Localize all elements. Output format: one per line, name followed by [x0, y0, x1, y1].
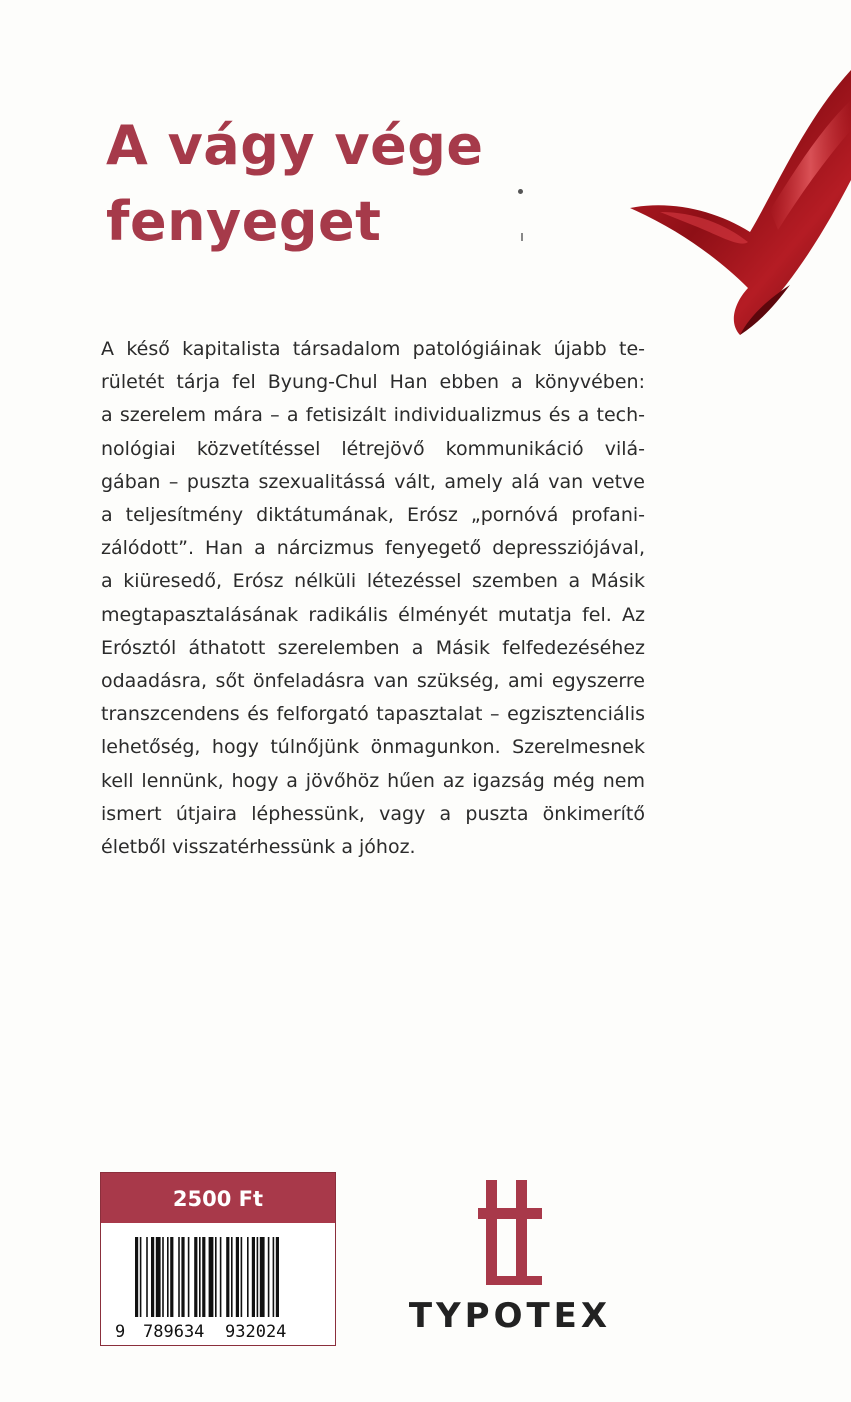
blurb-line: életből visszatérhessünk a jóhoz.	[101, 836, 416, 859]
blurb-line: ismert útjaira léphessünk, vagy a puszta önkimerítő	[101, 802, 645, 825]
barcode-bar	[194, 1237, 197, 1317]
publisher-logo	[390, 1180, 630, 1340]
barcode-bar	[135, 1237, 138, 1317]
barcode-bar	[199, 1237, 201, 1317]
barcode-bar	[226, 1237, 229, 1317]
title-line-2: fenyeget	[106, 190, 382, 253]
barcode-bar	[231, 1237, 233, 1317]
barcode-bar	[276, 1237, 279, 1317]
barcode-bar	[241, 1237, 243, 1317]
barcode-bar	[156, 1237, 161, 1317]
red-silk-ribbon-image	[600, 60, 851, 350]
barcode-bar	[260, 1237, 265, 1317]
blurb-line: a teljesítmény diktátumának, Erósz „pornóvá profani-	[101, 504, 645, 527]
blurb-line: odaadásra, sőt önfeladásra van szükség, ami egyszerre	[101, 670, 645, 693]
barcode-bar	[247, 1237, 249, 1317]
barcode-bar	[252, 1237, 255, 1317]
blurb-line: gában – puszta szexualitássá vált, amely alá van vetve	[101, 470, 645, 493]
barcode-bar	[170, 1237, 173, 1317]
barcode-bar	[220, 1237, 222, 1317]
barcode-bar	[162, 1237, 164, 1317]
typotex-tt-logo-icon	[478, 1180, 542, 1285]
barcode-digit-group-2: 789634	[143, 1322, 205, 1342]
barcode-bar	[151, 1237, 154, 1317]
blurb-line: a szerelem mára – a fetisizált individualizmus és a tech-	[101, 404, 645, 427]
barcode-digit-group-1: 9	[115, 1322, 126, 1342]
blurb-line: megtapasztalásának radikális élményét mutatja fel. Az	[101, 603, 645, 626]
blurb-line: nológiai közvetítéssel létrejövő kommunikáció vilá-	[101, 437, 645, 460]
blurb-line: rületét tárja fel Byung-Chul Han ebben a könyvében:	[101, 371, 645, 394]
blurb-line: a kiüresedő, Erósz nélküli létezéssel szemben a Másik	[101, 570, 645, 593]
publisher-name: TYPOTEX	[408, 1296, 612, 1336]
blurb-line: zálódott”. Han a nárcizmus fenyegető depressziójával,	[101, 537, 645, 560]
blurb-line: lehetőség, hogy túlnőjünk önmagunkon. Szerelmesnek	[101, 736, 645, 759]
isbn-barcode	[101, 1233, 335, 1343]
blurb-line: kell lennünk, hogy a jövőhöz hűen az igazság még nem	[101, 769, 645, 792]
book-title	[106, 108, 484, 260]
barcode-bar	[257, 1237, 259, 1317]
barcode-digit-group-3: 932024	[225, 1322, 287, 1342]
barcode-bar	[140, 1237, 142, 1317]
barcode-bar	[202, 1237, 205, 1317]
price-barcode-box	[100, 1172, 336, 1346]
barcode-bar	[273, 1237, 275, 1317]
blurb-text	[101, 333, 645, 864]
barcode-bar	[236, 1237, 239, 1317]
barcode-bar	[178, 1237, 180, 1317]
barcode-bar	[181, 1237, 184, 1317]
print-speck	[518, 189, 523, 194]
blurb-line: transzcendens és felforgató tapasztalat – egzisztenciális	[101, 703, 645, 726]
price-label: 2500 Ft	[101, 1173, 335, 1223]
barcode-bar	[268, 1237, 270, 1317]
blurb-line: A késő kapitalista társadalom patológiáinak újabb te-	[101, 338, 645, 360]
barcode-bar	[146, 1237, 148, 1317]
barcode-bar	[215, 1237, 217, 1317]
barcode-bars	[135, 1237, 279, 1317]
barcode-bar	[167, 1237, 169, 1317]
blurb-line: Erósztól áthatott szerelemben a Másik felfedezéséhez	[101, 636, 645, 659]
print-speck	[521, 233, 523, 241]
barcode-bar	[209, 1237, 214, 1317]
title-line-1: A vágy vége	[106, 114, 484, 177]
barcode-bar	[188, 1237, 190, 1317]
